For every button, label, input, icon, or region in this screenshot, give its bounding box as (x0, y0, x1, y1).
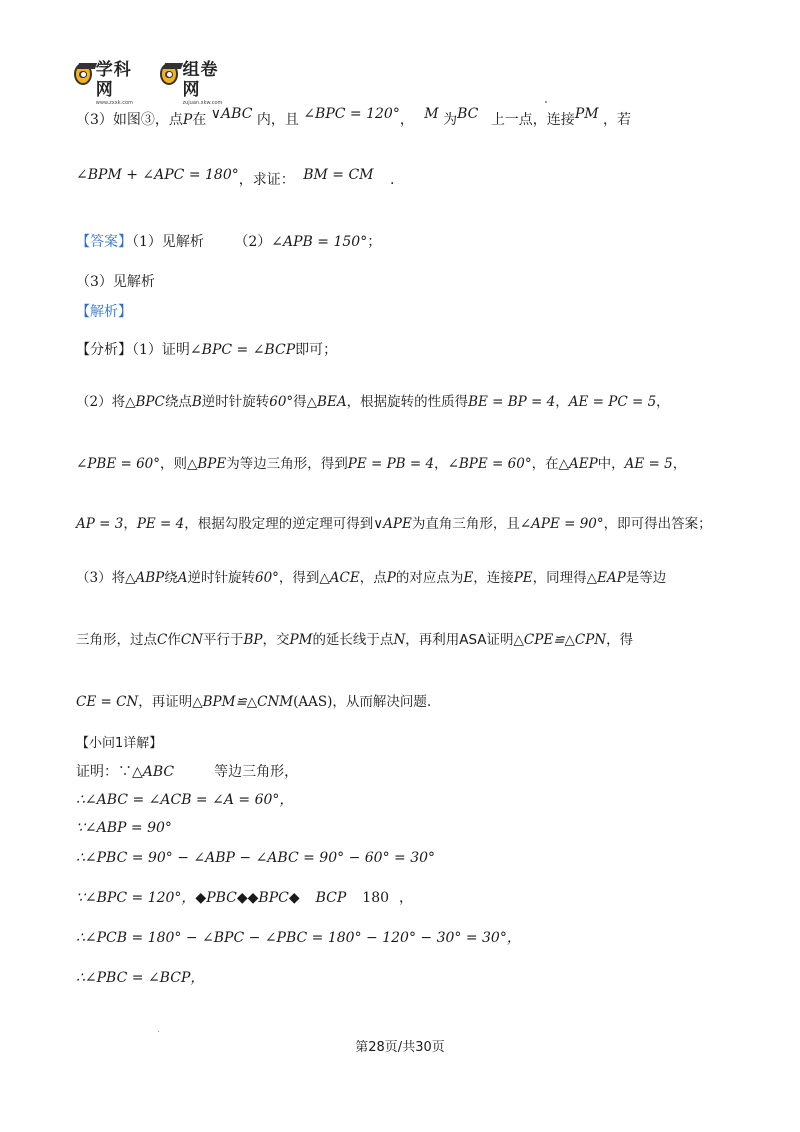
math: PE = PB = 4 (347, 456, 435, 472)
text: 180 (362, 890, 390, 906)
text: 平行于 (203, 632, 244, 648)
text: 绕点 (164, 394, 192, 410)
logo-url: zujuan.xkw.com (182, 100, 223, 106)
analysis-line-2 (76, 392, 670, 412)
text: ，若 (603, 112, 632, 128)
math: PM (289, 632, 313, 648)
text: . (389, 172, 395, 188)
analysis-line-7 (76, 692, 431, 712)
math: △EAP (586, 570, 626, 586)
math: ∵∠BPC = 120°， (76, 890, 196, 906)
math: BE = BP = 4 (468, 394, 556, 410)
proof-title: 【小问1详解】 (76, 736, 163, 751)
math: ∠APE = 90° (519, 516, 604, 532)
math: △BPC (125, 394, 165, 410)
text: ，根据旋转的性质得 (346, 394, 469, 410)
text: 作 (167, 632, 181, 648)
proof-line-5 (76, 888, 413, 908)
page-number: 第28页/共30页 (355, 1040, 445, 1055)
text: ， (399, 112, 414, 128)
text: ，再证明 (138, 694, 193, 710)
math: △CPE≌△CPN (513, 632, 607, 648)
math: △ABP (125, 570, 165, 586)
math: 60° (254, 570, 279, 586)
text: (AAS) (293, 694, 333, 710)
text: ，根据勾股定理的逆定理可得到 (184, 516, 374, 532)
speck (158, 1031, 159, 1032)
logo-url: www.zxxk.com (95, 100, 133, 106)
text: ，则 (160, 456, 187, 472)
text: ， (672, 456, 687, 472)
text: ， (399, 890, 414, 906)
text: ； (367, 234, 382, 250)
math: P (386, 570, 396, 586)
text: 为 (443, 112, 458, 128)
text: ，再利用 (405, 632, 460, 648)
text: 是等边 (625, 570, 667, 586)
text: ，得 (606, 632, 634, 648)
text: 绕 (164, 570, 178, 586)
math: BC (457, 106, 479, 122)
math: BP (243, 632, 263, 648)
owl-icon (160, 63, 178, 85)
zujuan-logo (160, 60, 226, 106)
text: 上一点，连接 (490, 112, 575, 128)
math: CE = CN (76, 694, 139, 710)
math: N (393, 632, 406, 648)
math: ∠APB = 150° (271, 234, 368, 250)
text: ，在 (531, 456, 559, 472)
text: ，即可得出答案； (603, 516, 712, 532)
math: E (463, 570, 474, 586)
answer-line (76, 232, 381, 252)
text: 证明：∵ (76, 764, 132, 780)
text: ， (656, 394, 670, 410)
text: ， (123, 516, 137, 532)
proof-line-3: ∵∠ABP = 90° (76, 820, 172, 836)
text: ， (434, 456, 448, 472)
proof-line-7: ∴∠PBC = ∠BCP， (76, 970, 205, 986)
math: ∠BPE = 60° (447, 456, 532, 472)
text: 为直角三角形，且 (411, 516, 520, 532)
math: ∠PBE = 60° (76, 456, 160, 472)
text: 得 (293, 394, 307, 410)
analysis-line-3 (76, 454, 686, 474)
text: 即可； (295, 342, 338, 358)
text: ASA (459, 632, 487, 648)
math: △ABC (132, 764, 175, 780)
proof-line-1 (76, 762, 298, 782)
analysis-line-5 (76, 568, 666, 588)
question-3-line-2 (76, 167, 395, 190)
proof-line-4: ∴∠PBC = 90° − ∠ABP − ∠ABC = 90° − 60° = 30° (76, 850, 436, 866)
math: B (191, 394, 202, 410)
analysis-tag: 【解析】 (76, 304, 132, 320)
text: ，得到 (278, 570, 320, 586)
math: △BPE (187, 456, 227, 472)
text: ，求证： (238, 172, 295, 188)
math: AP = 3 (76, 516, 124, 532)
math: ∠BPC = 120° (303, 106, 400, 122)
speck (545, 101, 547, 103)
question-3-line-1 (76, 106, 632, 130)
text: 【分析】（1）证明 (76, 342, 190, 358)
text: 逆时针旋转 (187, 570, 255, 586)
math: P (182, 112, 193, 128)
text: （2）将 (76, 394, 126, 410)
text: 内，且 (256, 112, 299, 128)
math: BM = CM (303, 167, 374, 183)
text: 的对应点为 (395, 570, 464, 586)
math: BCP (315, 890, 347, 906)
math: ∠BPC = ∠BCP (189, 342, 296, 358)
math: AE = 5 (624, 456, 673, 472)
text: （2） (234, 234, 272, 250)
text: 等边三角形， (214, 764, 299, 780)
answer-line-2: （3）见解析 (76, 274, 155, 290)
text: （3）将 (76, 570, 126, 586)
math: PE = 4 (136, 516, 185, 532)
text: ，同理得 (532, 570, 587, 586)
text: 证明 (486, 632, 514, 648)
analysis-line-4 (76, 514, 712, 534)
math: C (157, 632, 168, 648)
text: 的延长线于点 (312, 632, 394, 648)
proof-line-6: ∴∠PCB = 180° − ∠BPC − ∠PBC = 180° − 120° − 30° = 30°， (76, 930, 521, 946)
text: 三角形，过点 (76, 632, 157, 648)
analysis-line-1 (76, 340, 337, 360)
logo-name: 组卷网 (182, 60, 219, 100)
math: △AEP (558, 456, 598, 472)
math: △BPM≌△CNM (192, 694, 294, 710)
text: （3）如图③，点 (76, 112, 183, 128)
math: ◆PBC◆◆BPC◆ (195, 890, 300, 906)
text: ，点 (359, 570, 387, 586)
math: A (177, 570, 188, 586)
analysis-line-6 (76, 630, 633, 650)
math: ∨ABC (210, 106, 253, 122)
math: AE = PC = 5 (568, 394, 657, 410)
math: ∨APE (373, 516, 412, 532)
owl-icon (74, 63, 92, 85)
math: PE (513, 570, 533, 586)
text: 中， (597, 456, 625, 472)
math: ∠BPM + ∠APC = 180° (76, 167, 239, 183)
text: ，从而解决问题. (332, 694, 432, 710)
logo-name: 学科网 (95, 60, 132, 100)
math: 60° (269, 394, 294, 410)
text: 为等边三角形，得到 (226, 456, 348, 472)
math: CN (180, 632, 203, 648)
zxxk-logo (74, 60, 137, 106)
math: PM (574, 106, 599, 122)
math: △BEA (306, 394, 347, 410)
answer-tag: 【答案】 (76, 234, 132, 250)
math: △ACE (319, 570, 360, 586)
proof-line-2: ∴∠ABC = ∠ACB = ∠A = 60°， (76, 792, 294, 808)
text: ，交 (262, 632, 290, 648)
text: 在 (192, 112, 207, 128)
text: 逆时针旋转 (201, 394, 270, 410)
text: ， (555, 394, 569, 410)
math: M (424, 106, 439, 122)
text: （1）见解析 (132, 234, 204, 250)
text: ，连接 (473, 570, 514, 586)
